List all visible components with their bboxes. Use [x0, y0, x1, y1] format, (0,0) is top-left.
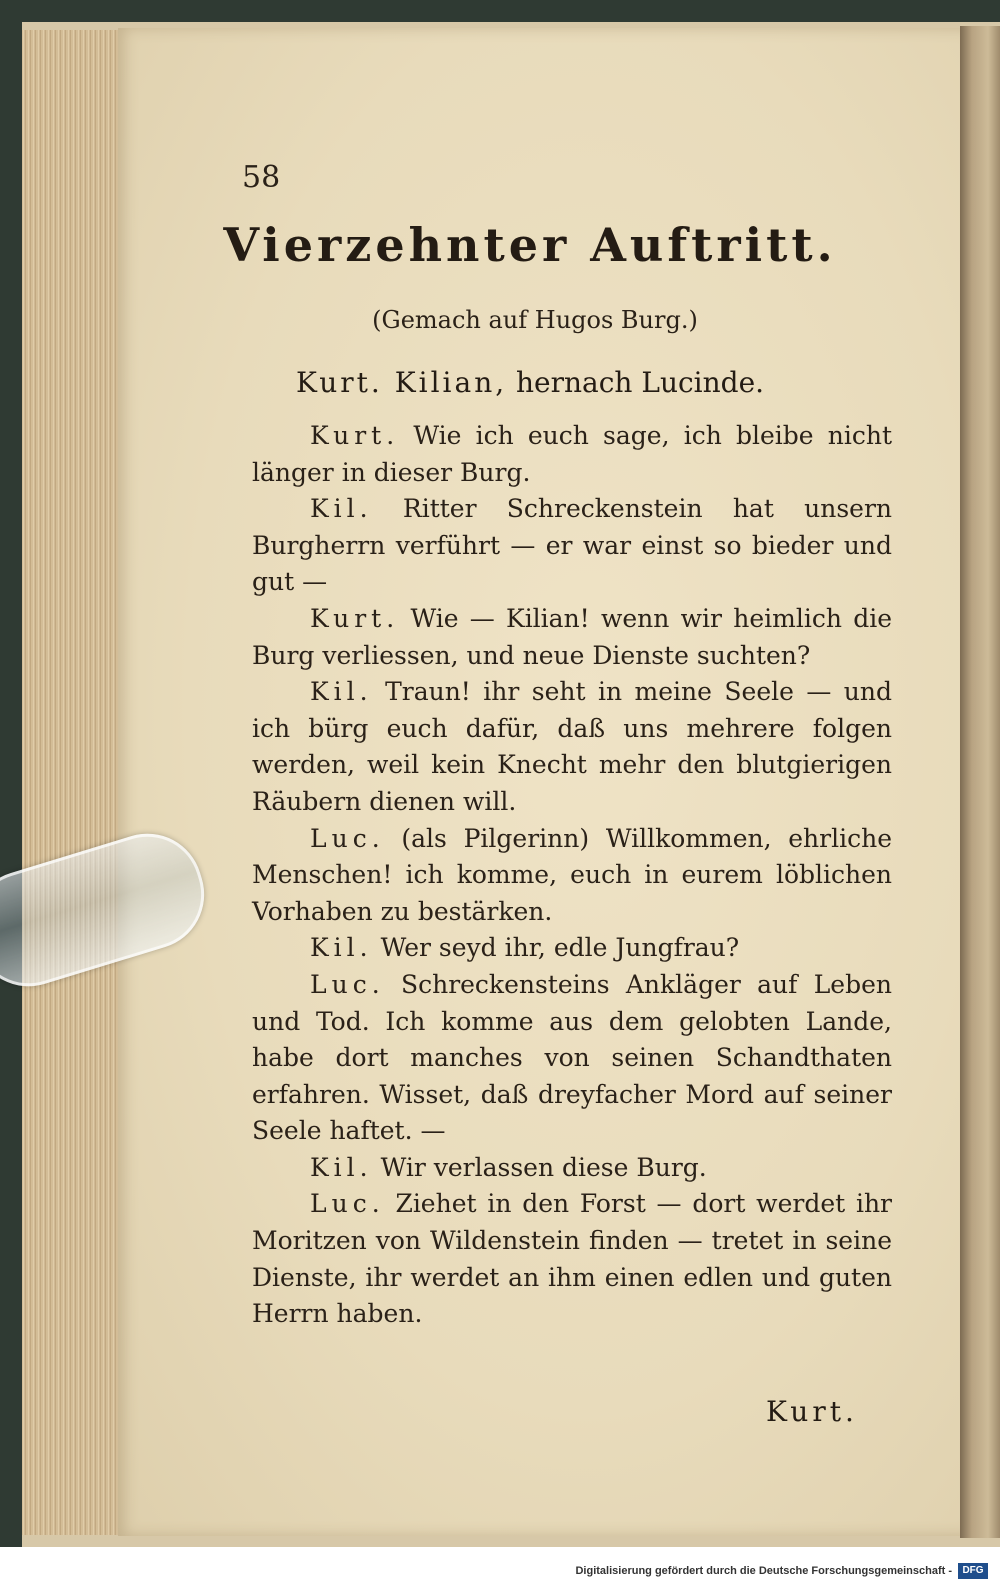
speaker-label: Kurt.: [310, 603, 400, 633]
persons-names: Kurt. Kilian,: [295, 366, 508, 399]
scan-footer-bar: [0, 1547, 1000, 1589]
speaker-label: Kil.: [310, 677, 373, 707]
speech-text: Wie ich euch sage, ich bleibe nicht länger in dieser Burg.: [252, 421, 892, 487]
digitization-credit: Digitalisierung gefördert durch die Deutsche Forschungsgemeinschaft -: [575, 1565, 952, 1577]
dialogue-turn: [252, 601, 892, 674]
scene-title: Vierzehnter Auftritt.: [223, 218, 837, 272]
catchword: Kurt.: [766, 1395, 858, 1428]
speech-text: Ziehet in den Forst — dort werdet ihr Moritzen von Wildenstein finden — tretet in seine Dienste, ihr werdet an ihm einen edlen und guten Herrn haben.: [252, 1189, 892, 1329]
dialogue-turn: [252, 930, 892, 967]
dialogue-turn: [252, 491, 892, 601]
dialogue: [252, 418, 892, 1333]
speech-text: Wir verlassen diese Burg.: [372, 1152, 707, 1182]
speaker-label: Luc.: [310, 1189, 385, 1219]
scene-setting: (Gemach auf Hugos Burg.): [372, 306, 698, 334]
dfg-logo: DFG: [958, 1563, 988, 1579]
speech-text: (als Pilgerinn) Willkommen, ehrliche Menschen! ich komme, euch in eurem löblichen Vorhaben zu bestärken.: [252, 823, 892, 926]
speaker-label: Kurt.: [310, 421, 400, 450]
dialogue-turn: [252, 967, 892, 1150]
dialogue-turn: [252, 821, 892, 931]
dialogue-turn: [252, 418, 892, 491]
speech-text: Wie — Kilian! wenn wir heimlich die Burg verliessen, und neue Dienste suchten?: [252, 603, 892, 670]
dialogue-turn: [252, 674, 892, 820]
speech-text: Schreckensteins Ankläger auf Leben und Tod. Ich komme aus dem gelobten Lande, habe dort manches von seinen Schandthaten erfahren. Wisset, daß dreyfacher Mord auf seiner Seele haftet. —: [252, 969, 892, 1146]
dialogue-turn: [252, 1150, 892, 1187]
speaker-label: Kil.: [310, 1152, 373, 1182]
dialogue-turn: [252, 1186, 892, 1332]
speaker-label: Kil.: [310, 933, 373, 963]
page-number: 58: [242, 160, 281, 195]
speaker-label: Luc.: [310, 823, 385, 853]
persons-rest: hernach Lucinde.: [507, 366, 765, 399]
speaker-label: Kil.: [310, 494, 373, 524]
speech-text: Ritter Schreckenstein hat unsern Burgherrn verführt — er war einst so bieder und gut —: [252, 494, 892, 597]
speech-text: Traun! ihr seht in meine Seele — und ich bürg euch dafür, daß uns mehrere folgen werden, weil kein Knecht mehr den blutgierigen Räubern dienen will.: [252, 677, 892, 816]
speech-text: Wer seyd ihr, edle Jungfrau?: [372, 933, 740, 963]
dramatis-personae: [0, 366, 1000, 399]
speaker-label: Luc.: [310, 969, 385, 999]
